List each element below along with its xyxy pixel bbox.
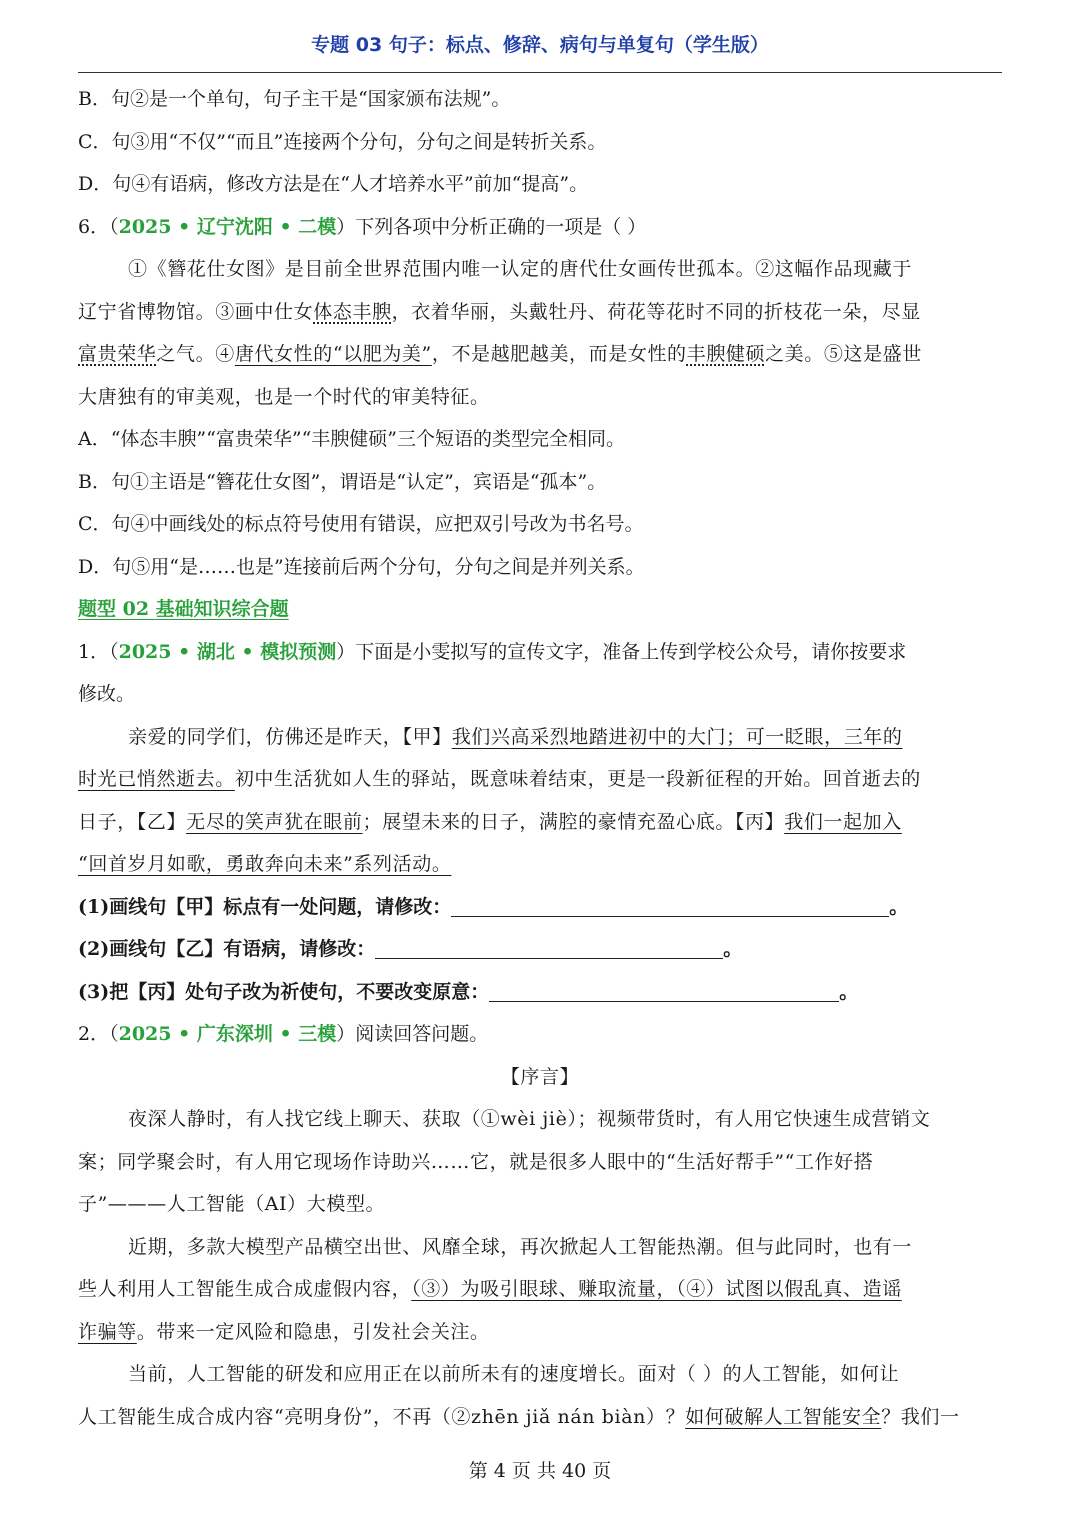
q2-stem: 2．（2025 • 广东深圳 • 三模）阅读回答问题。	[78, 1023, 489, 1045]
underlined-sentence-bing: “回首岁月如歌，勇敢奔向未来”系列活动。	[78, 853, 452, 875]
underlined-sentence-jia: 我们兴高采烈地踏进初中的大门；可一眨眼，三年的	[451, 725, 903, 748]
answer-blank-2[interactable]	[375, 934, 723, 959]
q2-passage-line-5: 些人利用人工智能生成合成虚假内容，（③）为吸引眼球、赚取流量，（④）试图以假乱真、造谣	[78, 1278, 902, 1300]
answer-blank-3[interactable]	[489, 977, 839, 1002]
q6-option-c: C．句④中画线处的标点符号使用有错误，应把双引号改为书名号。	[78, 513, 644, 535]
q1-stem: 1．（2025 • 湖北 • 模拟预测）下面是小雯拟写的宣传文字，准备上传到学校公众号，请你按要求	[78, 640, 907, 663]
dotted-phrase: 丰腴健硕	[686, 343, 766, 365]
q5-option-d: D．句④有语病，修改方法是在“人才培养水平”前加“提高”。	[78, 173, 589, 195]
q2-passage-line-3: 子”———人工智能（AI）大模型。	[78, 1193, 386, 1215]
underlined-phrase: 唐代女性的“以肥为美”	[234, 343, 432, 365]
q2-passage-line-6: 诈骗等。带来一定风险和隐患，引发社会关注。	[78, 1320, 490, 1343]
underlined-passage: 如何破解人工智能安全	[685, 1405, 882, 1428]
q6-source: 2025 • 辽宁沈阳 • 二模	[118, 215, 337, 238]
q6-option-b: B．句①主语是“簪花仕女图”，谓语是“认定”，宾语是“孤本”。	[78, 470, 607, 493]
q1-sub-2: (2)画线句【乙】有语病，请修改： 。	[78, 928, 1002, 971]
underlined-passage: 诈骗等	[78, 1320, 137, 1343]
q1-sub-1: (1)画线句【甲】标点有一处问题，请修改： 。	[78, 886, 1002, 929]
q1-passage-line-2: 时光已悄然逝去。初中生活犹如人生的驿站，既意味着结束，更是一段新征程的开始。回首逝去的	[78, 768, 921, 790]
q1-passage-line-4	[78, 843, 1002, 886]
underlined-sentence-yi: 无尽的笑声犹在眼前	[186, 810, 363, 833]
q6-stem: 6．（2025 • 辽宁沈阳 • 二模）下列各项中分析正确的一项是（ ）	[78, 215, 647, 238]
q1-passage-line-1: 亲爱的同学们，仿佛还是昨天，【甲】我们兴高采烈地踏进初中的大门；可一眨眼，三年的	[128, 725, 903, 748]
underlined-passage: （③）为吸引眼球、赚取流量，（④）试图以假乱真、造谣	[411, 1278, 902, 1300]
page-header	[78, 28, 1002, 73]
q1-sub-3: (3)把【丙】处句子改为祈使句，不要改变原意： 。	[78, 971, 1002, 1014]
q5-option-b: B．句②是一个单句，句子主干是“国家颁布法规”。	[78, 88, 511, 110]
dotted-phrase: 体态丰腴	[313, 300, 392, 323]
q1-stem-2: 修改。	[78, 683, 136, 705]
q2-passage-line-1: 夜深人静时，有人找它线上聊天、获取（①wèi jiè）；视频带货时，有人用它快速生成营销文	[128, 1108, 931, 1130]
section-heading: 题型 02 基础知识综合题	[78, 598, 289, 620]
page-number: 第 4 页 共 40 页	[468, 1460, 612, 1482]
q2-passage-line-4: 近期，多款大模型产品横空出世、风靡全球，再次掀起人工智能热潮。但与此同时，也有一	[128, 1235, 913, 1258]
q1-source: 2025 • 湖北 • 模拟预测	[118, 640, 337, 663]
q2-passage-line-8: 人工智能生成合成内容“亮明身份”，不再（②zhēn jiǎ nán biàn）？如何破解人工智能安全？我们一	[78, 1405, 960, 1428]
q1-passage-line-3: 日子，【乙】无尽的笑声犹在眼前；展望未来的日子，满腔的豪情充盈心底。【丙】我们一起加入	[78, 810, 902, 833]
q2-passage-line-2: 案；同学聚会时，有人用它现场作诗助兴……它，就是很多人眼中的“生活好帮手”“工作好搭	[78, 1150, 874, 1173]
q5-option-c: C．句③用“不仅”“而且”连接两个分句，分句之间是转折关系。	[78, 130, 607, 153]
document-title: 专题 03 句子：标点、修辞、病句与单复句（学生版）	[311, 34, 769, 56]
q6-passage-line-1: ①《簪花仕女图》是目前全世界范围内唯一认定的唐代仕女画传世孤本。②这幅作品现藏于	[128, 258, 913, 280]
q6-passage-line-2: 辽宁省博物馆。③画中仕女体态丰腴，衣着华丽，头戴牡丹、荷花等花时不同的折枝花一朵，尽显	[78, 300, 921, 323]
q6-option-a: A．“体态丰腴”“富贵荣华”“丰腴健硕”三个短语的类型完全相同。	[78, 428, 626, 450]
q6-option-d: D．句⑤用“是……也是”连接前后两个分句，分句之间是并列关系。	[78, 555, 645, 578]
underlined-sentence-bing: 我们一起加入	[784, 810, 902, 833]
q6-passage-line-3: 富贵荣华之气。④唐代女性的“以肥为美”，不是越肥越美，而是女性的丰腴健硕之美。⑤这是盛世	[78, 343, 922, 365]
q2-source: 2025 • 广东深圳 • 三模	[118, 1023, 337, 1045]
dotted-phrase: 富贵荣华	[78, 343, 157, 365]
q2-passage-title: 【序言】	[500, 1065, 580, 1088]
q2-passage-line-7: 当前，人工智能的研发和应用正在以前所未有的速度增长。面对（ ）的人工智能，如何让	[128, 1363, 900, 1385]
q6-passage-line-4: 大唐独有的审美观，也是一个时代的审美特征。	[78, 385, 490, 408]
answer-blank-1[interactable]	[451, 892, 889, 917]
page-content	[78, 78, 1002, 1438]
underlined-sentence-jia: 时光已悄然逝去。	[78, 768, 235, 790]
